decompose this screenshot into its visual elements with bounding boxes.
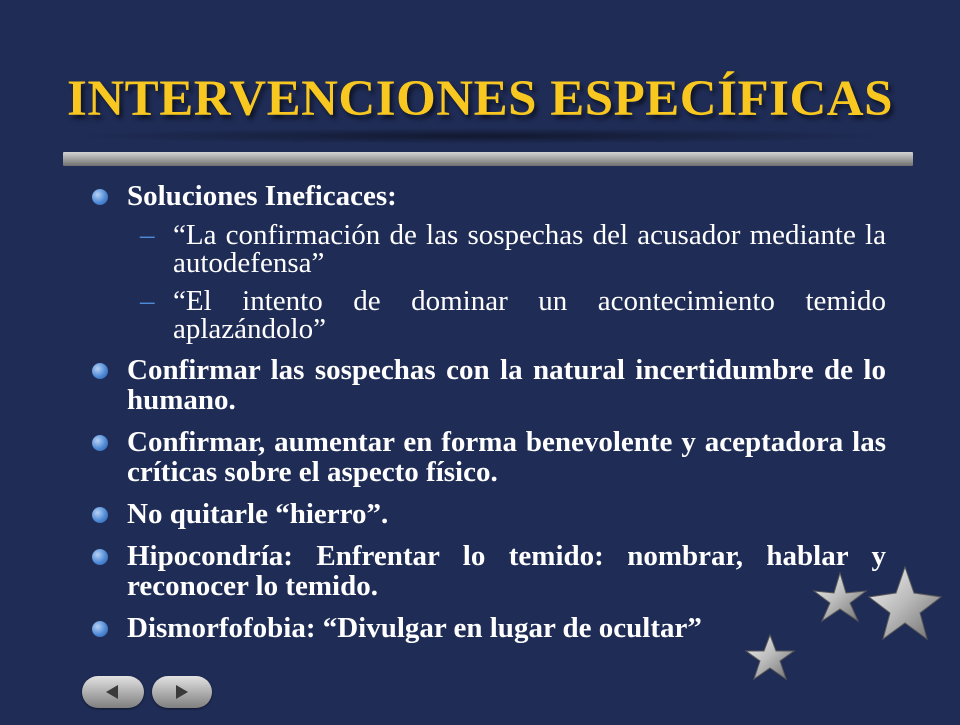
sub-bullet-text: “La confirmación de las sospechas del acusador mediante la autodefensa” bbox=[173, 219, 886, 279]
bullet-item bbox=[92, 181, 886, 211]
bullet-text: Confirmar, aumentar en forma benevolente y aceptadora las críticas sobre el aspecto físico. bbox=[127, 426, 886, 488]
sub-bullet-item bbox=[92, 221, 886, 277]
title-divider bbox=[63, 152, 913, 166]
right-arrow-icon bbox=[176, 685, 188, 699]
bullet-text: Confirmar las sospechas con la natural incertidumbre de lo humano. bbox=[127, 354, 886, 416]
bullet-icon bbox=[92, 435, 108, 451]
bullet-item bbox=[92, 355, 886, 415]
bullet-text: Dismorfofobia: “Divulgar en lugar de ocultar” bbox=[127, 612, 702, 644]
bullet-text: Hipocondría: Enfrentar lo temido: nombrar, hablar y reconocer lo temido. bbox=[127, 540, 886, 602]
star-shape bbox=[869, 567, 941, 639]
bullet-item bbox=[92, 427, 886, 487]
bullet-item bbox=[92, 499, 886, 529]
bullet-text: Soluciones Ineficaces: bbox=[127, 180, 397, 212]
star-shape bbox=[746, 635, 794, 679]
next-slide-button[interactable] bbox=[152, 676, 212, 708]
star-cluster-icon bbox=[730, 555, 960, 720]
sub-bullet-text: “El intento de dominar un acontecimiento temido aplazándolo” bbox=[173, 285, 886, 345]
previous-slide-button[interactable] bbox=[82, 676, 144, 708]
bullet-icon bbox=[92, 189, 108, 205]
bullet-icon bbox=[92, 549, 108, 565]
title-shadow bbox=[60, 128, 900, 144]
left-arrow-icon bbox=[106, 685, 118, 699]
star-shape bbox=[814, 573, 866, 621]
dash-marker: – bbox=[140, 285, 155, 317]
bullet-icon bbox=[92, 363, 108, 379]
bullet-icon bbox=[92, 507, 108, 523]
bullet-icon bbox=[92, 621, 108, 637]
slide-title: INTERVENCIONES ESPECÍFICAS bbox=[67, 71, 893, 127]
dash-marker: – bbox=[140, 219, 155, 251]
sub-bullet-item bbox=[92, 287, 886, 343]
bullet-text: No quitarle “hierro”. bbox=[127, 498, 389, 530]
